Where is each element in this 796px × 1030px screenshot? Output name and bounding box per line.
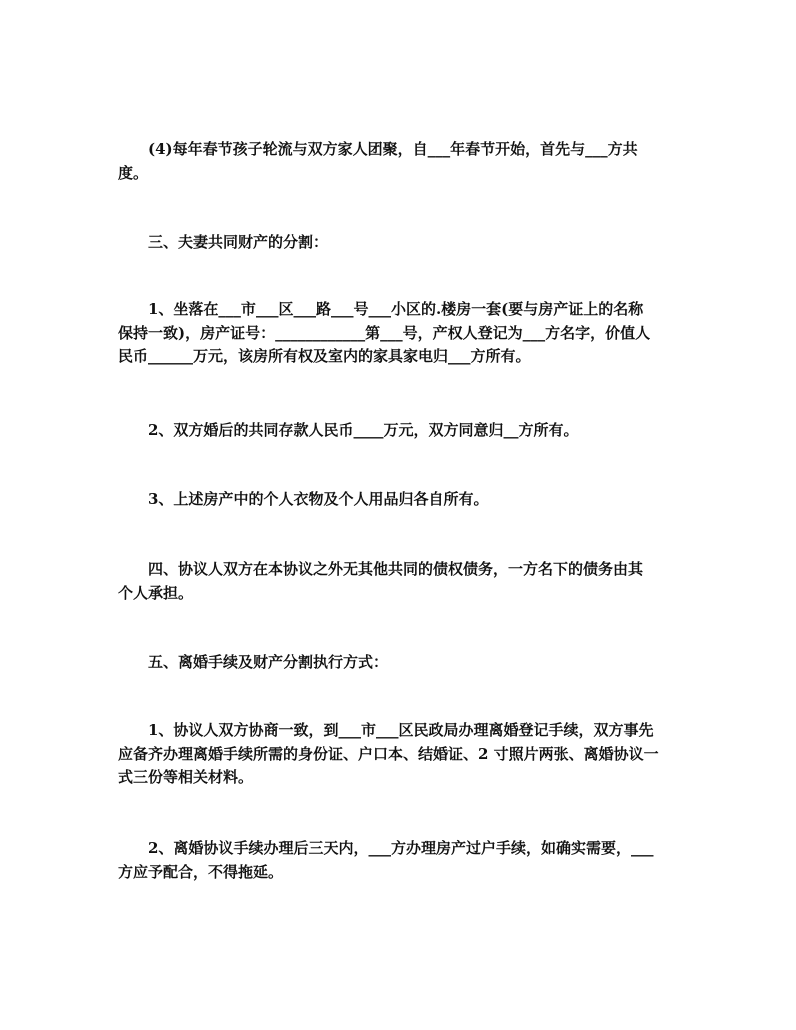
paragraph-line: 2、双方婚后的共同存款人民币____万元，双方同意归__方所有。 [148, 421, 579, 439]
paragraph-line: (4)每年春节孩子轮流与双方家人团聚，自___年春节开始，首先与___方共 [148, 140, 638, 158]
paragraph-personal-items [118, 488, 683, 512]
paragraph-line: 民币______万元，该房所有权及室内的家具家电归___方所有。 [118, 347, 531, 365]
paragraph-line: 应备齐办理离婚手续所需的身份证、户口本、结婚证、2 寸照片两张、离婚协议一 [118, 744, 659, 763]
paragraph-line: 三、夫妻共同财产的分割： [148, 233, 329, 251]
paragraph-line: 五、离婚手续及财产分割执行方式： [148, 653, 389, 671]
paragraph-house [118, 298, 683, 369]
paragraph-holiday-reunion [118, 138, 683, 185]
paragraph-line: 式三份等相关材料。 [118, 768, 254, 786]
paragraph-line: 1、坐落在___市___区___路___号___小区的.楼房一套(要与房产证上的名称 [148, 300, 644, 318]
paragraph-line: 四、协议人双方在本协议之外无其他共同的债权债务，一方名下的债务由其 [148, 560, 644, 578]
paragraph-savings [118, 419, 683, 443]
paragraph-line: 3、上述房产中的个人衣物及个人用品归各自所有。 [148, 490, 489, 508]
section-heading-execution [118, 651, 683, 675]
paragraph-registration [118, 719, 683, 790]
paragraph-line: 方应予配合，不得拖延。 [118, 862, 284, 881]
paragraph-line: 1、协议人双方协商一致，到___市___区民政局办理离婚登记手续，双方事先 [148, 721, 654, 739]
paragraph-transfer [118, 837, 683, 884]
paragraph-line: 2、离婚协议手续办理后三天内，___方办理房产过户手续，如确实需要，___ [148, 839, 654, 857]
paragraph-line: 保持一致)，房产证号：____________第___号，产权人登记为___方名字，价值人 [118, 323, 651, 342]
paragraph-line: 个人承担。 [118, 583, 194, 602]
section-heading-property-division [118, 231, 683, 255]
section-heading-debts [118, 558, 683, 605]
paragraph-line: 度。 [118, 163, 149, 182]
